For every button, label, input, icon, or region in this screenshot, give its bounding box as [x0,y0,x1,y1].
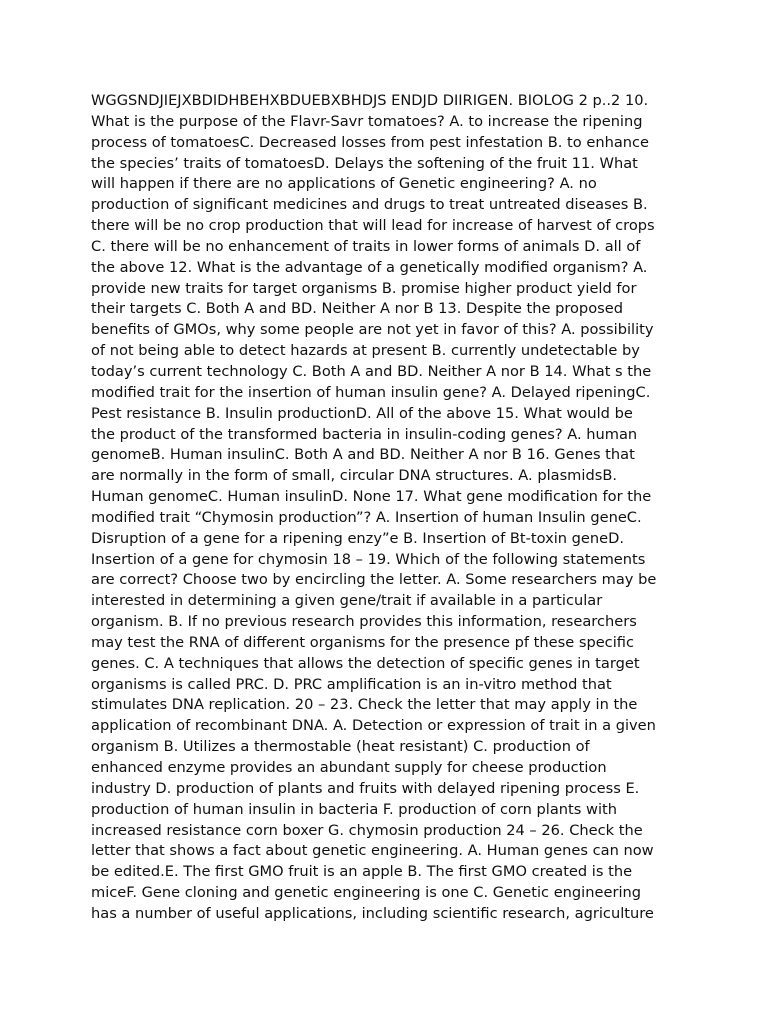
text-line: may test the RNA of different organisms for the presence pf these specific [91,633,634,651]
text-line: the species’ traits of tomatoesD. Delays the softening of the fruit 11. What [91,154,638,172]
text-line: genomeB. Human insulinC. Both A and BD. Neither A nor B 16. Genes that [91,446,635,464]
text-line: increased resistance corn boxer G. chymosin production 24 – 26. Check the [91,821,643,839]
text-line: provide new traits for target organisms B. promise higher product yield for [91,279,637,297]
text-line: industry D. production of plants and fruits with delayed ripening process E. [91,779,640,797]
text-line: are normally in the form of small, circular DNA structures. A. plasmidsB. [91,467,617,485]
text-line: production of significant medicines and drugs to treat untreated diseases B. [91,196,648,214]
text-line: miceF. Gene cloning and genetic engineering is one C. Genetic engineering [91,884,642,902]
text-line: C. there will be no enhancement of traits in lower forms of animals D. all of [91,237,641,255]
text-line: organism. B. If no previous research provides this information, researchers [91,613,637,631]
text-line: organism B. Utilizes a thermostable (heat resistant) C. production of [91,738,590,756]
text-line: the product of the transformed bacteria in insulin-coding genes? A. human [91,425,638,443]
text-line: benefits of GMOs, why some people are not yet in favor of this? A. possibility [91,321,654,339]
text-line: has a number of useful applications, including scientific research, agriculture [91,904,654,922]
text-line: their targets C. Both A and BD. Neither A nor B 13. Despite the proposed [91,300,623,318]
text-line: organisms is called PRC. D. PRC amplification is an in-vitro method that [91,675,612,693]
text-line: the above 12. What is the advantage of a genetically modified organism? A. [91,258,648,276]
text-line: Disruption of a gene for a ripening enzy”e B. Insertion of Bt-toxin geneD. [91,529,624,547]
text-line: modified trait “Chymosin production”? A. Insertion of human Insulin geneC. [91,508,642,526]
text-line: process of tomatoesC. Decreased losses from pest infestation B. to enhance [91,133,650,151]
text-line: genes. C. A techniques that allows the detection of specific genes in target [91,654,640,672]
text-line: modified trait for the insertion of human insulin gene? A. Delayed ripeningC. [91,383,651,401]
text-line: of not being able to detect hazards at present B. currently undetectable by [91,342,640,360]
text-line: will happen if there are no applications of Genetic engineering? A. no [91,175,597,193]
text-line: there will be no crop production that will lead for increase of harvest of crops [91,217,655,235]
text-line: application of recombinant DNA. A. Detection or expression of trait in a given [91,717,656,735]
text-line: letter that shows a fact about genetic engineering. A. Human genes can now [91,842,654,860]
text-line: be edited.E. The first GMO fruit is an apple B. The first GMO created is the [91,863,633,881]
text-line: today’s current technology C. Both A and BD. Neither A nor B 14. What s the [91,362,652,380]
text-line: WGGSNDJIEJXBDIDHBEHXBDUEBXBHDJS ENDJD DIIRIGEN. BIOLOG 2 p..2 10. [91,92,649,109]
document-body-text [91,91,677,925]
text-line: stimulates DNA replication. 20 – 23. Check the letter that may apply in the [91,696,638,714]
text-line: What is the purpose of the Flavr-Savr tomatoes? A. to increase the ripening [91,112,643,130]
text-line: Insertion of a gene for chymosin 18 – 19. Which of the following statements [91,550,646,568]
text-line: production of human insulin in bacteria F. production of corn plants with [91,800,617,818]
text-line: Pest resistance B. Insulin productionD. All of the above 15. What would be [91,404,633,422]
text-line: enhanced enzyme provides an abundant supply for cheese production [91,759,607,776]
text-line: interested in determining a given gene/trait if available in a particular [91,592,603,610]
text-line: Human genomeC. Human insulinD. None 17. What gene modification for the [91,488,652,506]
text-line: are correct? Choose two by encircling the letter. A. Some researchers may be [91,571,657,589]
